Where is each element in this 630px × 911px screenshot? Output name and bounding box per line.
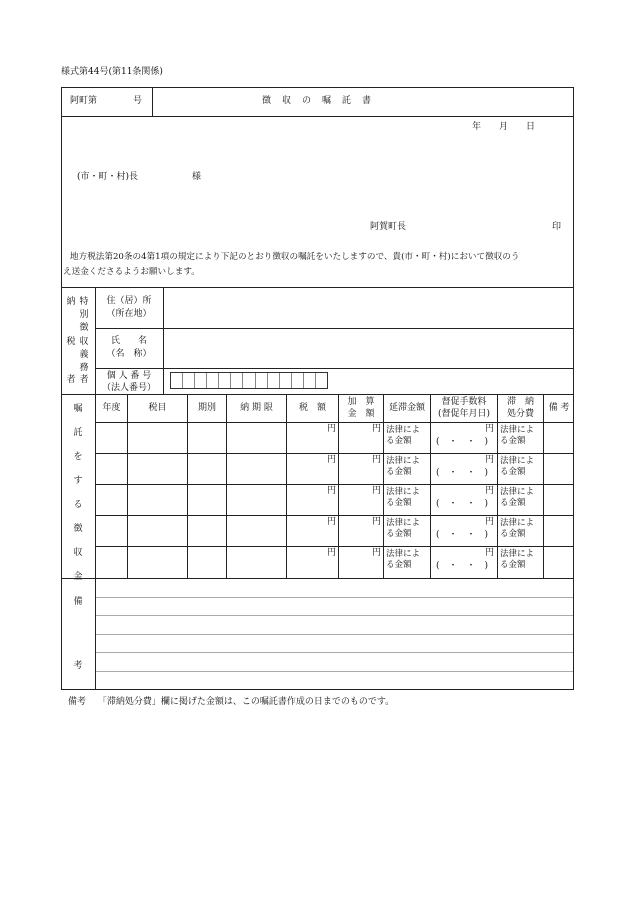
form-number: 様式第44号(第11条関係) (61, 67, 163, 77)
header-disposal-cost: 滞 納 処分費 (506, 397, 534, 419)
header-period: 期別 (197, 403, 216, 413)
header-tax-item: 税目 (148, 403, 167, 413)
body-text-line-2: え送金くださるようお願いします。 (63, 267, 200, 277)
sender-name: 阿賀町長 (370, 222, 407, 232)
header-tax-amount: 税 額 (298, 403, 326, 413)
header-year: 年度 (102, 403, 121, 413)
header-delinquency: 延滞金額 (388, 403, 425, 413)
id-number-boxes[interactable] (170, 372, 328, 389)
form-title: 徴 収 の 嘱 託 書 (262, 96, 373, 106)
addressee: (市・町・村)長 様 (77, 172, 202, 182)
date-line: 年 月 日 (472, 122, 536, 132)
name-field[interactable] (164, 329, 573, 368)
name-label: 氏 名 （名 称） (106, 336, 152, 359)
header-dunning-fee: 督促手数料 (督促年月日) (437, 397, 491, 419)
body-text-line-1: 地方税法第20条の4第1項の規定により下記のとおり徴収の嘱託をいたしますので、貴(市・町・村)において徴収のう (70, 252, 520, 262)
doc-number-label: 阿町第 号 (70, 96, 143, 106)
id-number-label: 個 人 番 号 （法人番号） (101, 371, 156, 393)
header-surcharge: 加 算 金 額 (347, 397, 375, 419)
footnote: 備考 「滞納処分費」欄に掲げた金額は、この嘱託書作成の日までのものです。 (68, 697, 395, 707)
address-label: 住（居）所 （所在地） (106, 296, 152, 319)
header-remarks: 備 考 (548, 403, 570, 413)
seal-mark: 印 (552, 222, 562, 232)
header-due-date: 納 期 限 (240, 403, 273, 413)
address-field[interactable] (164, 288, 573, 328)
